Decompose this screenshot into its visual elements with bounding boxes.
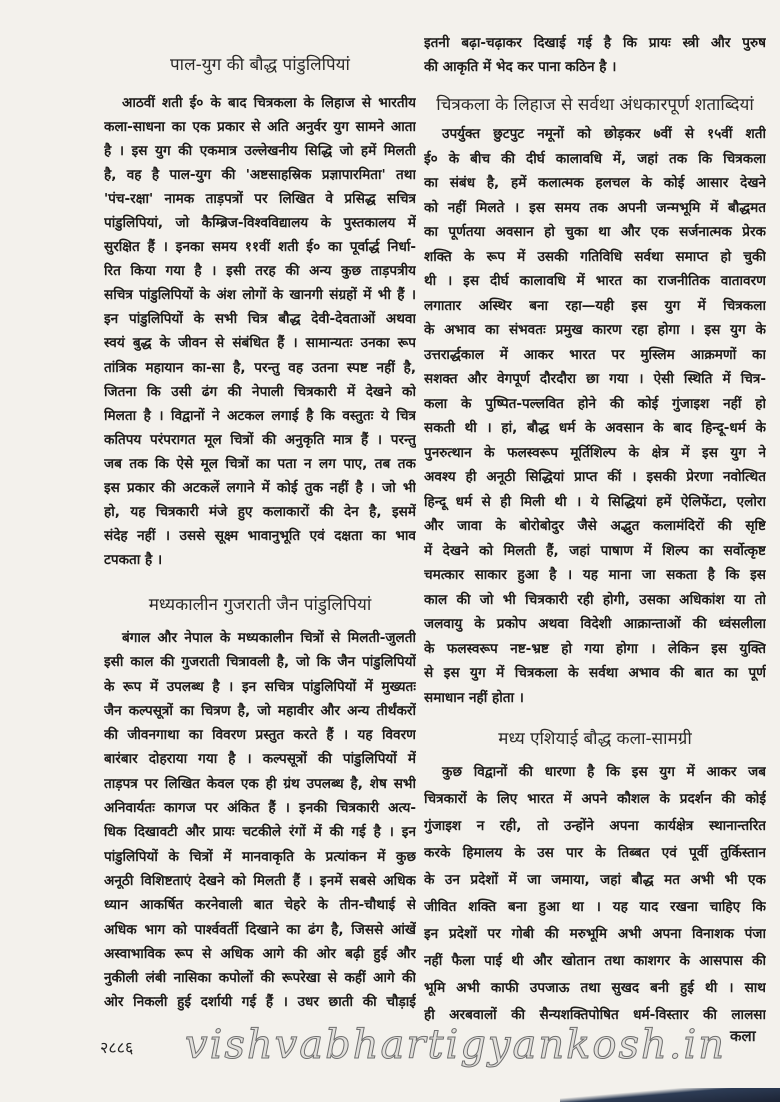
text-line: शक्ति के रूप में उसकी गतिविधि सर्वथा समाप्त हो चुकी [424,248,766,265]
text-line: ओर निकली हुई दर्शायी गई हैं । उधर छाती की चौड़ाई [104,994,416,1011]
text-line: चित्रकारों के लिए भारत में अपने कौशल के प्रदर्शन की कोई [424,791,766,807]
text-line: स्वयं बुद्ध के जीवन से संबंधित हैं । सामान्यतः उनका रूप [104,335,416,352]
text-line: सुरक्षित हैं । इनका समय ११वीं शती ई० का पूर्वार्द्ध निर्धा- [104,239,416,256]
text-line: टपकता है । [104,551,163,568]
text-line: ही अरबवालों की सैन्यशक्तिपोषित धर्म-विस्तार की लालसा [424,1007,766,1023]
text-line: नुकीली लंबी नासिका कपोलों की रूपरेखा से कहीं आगे की [104,970,416,987]
text-line: लगातार अस्थिर बना रहा—यही इस युग में चित्रकला [424,297,766,314]
text-line: इस प्रकार की अटकलें लगाने में कोई तुक नहीं है । जो भी [104,479,416,496]
text-line: का पूर्णतया अवसान हो चुका था और एक सर्जनात्मक प्रेरक [424,224,766,240]
text-line: के फलस्वरूप नष्ट-भ्रष्ट हो गया होगा । लेकिन इस युक्ति [424,640,766,657]
text-line: हिन्दू धर्म से ही मिली थी । ये सिद्धियां हमें ऐलिफेंटा, एलोरा [424,493,766,510]
text-line: नहीं फैला पाई थी और खोतान तथा काशगर के आसपास की [424,953,766,969]
text-line: थी । इस दीर्घ कालावधि में भारत का राजनीतिक वातावरण [424,273,766,289]
text-line: पुनरुत्थान के फलस्वरूप मूर्तिशिल्प के क्षेत्र में इस युग ने [424,444,766,461]
text-line: अनिवार्यतः कागज पर अंकित हैं । इनकी चित्रकारी अत्य- [104,800,416,817]
text-line: जब तक कि ऐसे मूल चित्रों का पता न लग पाए, तब तक [104,455,416,472]
watermark: vishvabhartigyankosh.in [185,1022,727,1068]
text-line: से इस युग में चित्रकला के सर्वथा अभाव की बात का पूर्ण [424,665,766,681]
text-line: अधिक भाग को पार्श्ववर्ती दिखाने का ढंग है, जिससे आंखें [104,921,416,938]
running-footer: कला [730,1027,756,1045]
text-line: करके हिमालय के उस पार के तिब्बत एवं पूर्वी तुर्किस्तान [424,845,766,861]
section-heading: चित्रकला के लिहाज से सर्वथा अंधकारपूर्ण शताब्दियां [436,95,754,115]
text-line: इसी काल की गुजराती चित्रावली है, जो कि जैन पांडुलिपियों [104,654,416,671]
text-line: संदेह नहीं । उससे सूक्ष्म भावानुभूति एवं दक्षता का भाव [104,527,416,544]
text-line: सकती थी । हां, बौद्ध धर्म के अवसान के बाद हिन्दू-धर्म के [424,420,766,436]
text-line: मिलता है । विद्वानों ने अटकल लगाई है कि वस्तुतः ये चित्र [104,407,416,424]
text-line: इन पांडुलिपियों के सभी चित्र बौद्ध देवी-देवताओं अथवा [104,311,416,328]
text-line: धिक दिखावटी और प्रायः चटकीले रंगों में की गई है । इन [104,824,416,841]
paragraph [104,91,416,572]
text-line: का संबंध है, हमें कलात्मक हलचल के कोई आसार देखने [424,175,766,191]
paragraph [424,31,766,79]
text-line: जीवित शक्ति बना हुआ था । यह याद रखना चाहिए कि [424,899,766,915]
text-line: जितना कि उसी ढंग की नेपाली चित्रकारी में देखने को [104,383,416,400]
text-line: ई० के बीच की दीर्घ कालावधि में, जहां तक कि चित्रकला [424,150,766,167]
text-line: बारंबार दोहराया गया है । कल्पसूत्रों की पांडुलिपियों में [104,751,416,768]
text-line: जैन कल्पसूत्रों का चित्रण है, जो महावीर और अन्य तीर्थंकरों [104,702,416,719]
text-line: आठवीं शती ई० के बाद चित्रकला के लिहाज से भारतीय [122,95,416,111]
section-heading: मध्यकालीन गुजराती जैन पांडुलिपियां [148,595,372,615]
text-line: बंगाल और नेपाल के मध्यकालीन चित्रों से मिलती-जुलती [122,630,416,646]
text-line: पांडुलिपियां, जो कैम्ब्रिज-विश्वविद्यालय के पुस्तकालय में [104,215,416,232]
text-line: ताड़पत्र पर लिखित केवल एक ही ग्रंथ उपलब्ध है, शेष सभी [104,775,416,792]
text-line: चमत्कार साकार हुआ है । यह माना जा सकता है कि इस [424,567,766,583]
page-number: २८८६ [100,1038,134,1057]
text-line: के अभाव का संभवतः प्रमुख कारण रहा होगा । इस युग के [424,322,766,338]
text-line: ध्यान आकर्षित करनेवाली बात चेहरे के तीन-चौथाई से [104,897,416,914]
text-line: समाधान नहीं होता । [424,689,524,706]
section-heading: मध्य एशियाई बौद्ध कला-सामग्री [498,729,692,749]
text-line: जलवायु के प्रकोप अथवा विदेशी आक्रान्ताओं की ध्वंसलीला [424,616,766,632]
text-line: भूमि अभी काफी उपजाऊ तथा सुखद बनी हुई थी । साथ [424,980,766,996]
text-line: गुंजाइश न रही, तो उन्होंने अपना कार्यक्षेत्र स्थानान्तरित [424,818,766,834]
text-line: है, वह है पाल-युग की 'अष्टसाहस्रिक प्रज्ञापारमिता' तथा [104,167,416,184]
text-line: में देखने को मिलती हैं, जहां पाषाण में शिल्प का सर्वोत्कृष्ट [424,542,766,559]
text-line: अवश्य ही अनूठी सिद्धियां प्राप्त कीं । इसकी प्रेरणा नवोत्थित [424,469,766,485]
text-line: 'पंच-रक्षा' नामक ताड़पत्रों पर लिखित वे प्रसिद्ध सचित्र [104,191,416,208]
text-line: के रूप में उपलब्ध है । इन सचित्र पांडुलिपियों में मुख्यतः [104,678,416,695]
text-line: की आकृति में भेद कर पाना कठिन है । [424,59,617,75]
section-heading: पाल-युग की बौद्ध पांडुलिपियां [170,55,350,75]
text-line: तांत्रिक महायान का-सा है, परन्तु वह उतना स्पष्ट नहीं है, [104,359,416,376]
text-line: कुछ विद्वानों की धारणा है कि इस युग में आकर जब [442,764,766,780]
text-line: उपर्युक्त छुटपुट नमूनों को छोड़कर ७वीं से १५वीं शती [442,126,766,142]
text-line: उत्तरार्द्धकाल में आकर भारत पर मुस्लिम आक्रमणों का [424,346,766,363]
text-line: के उन प्रदेशों में जा जमाया, जहां बौद्ध मत अभी भी एक [424,872,766,888]
text-line: इतनी बढ़ा-चढ़ाकर दिखाई गई है कि प्रायः स्त्री और पुरुष [424,35,766,51]
text-line: पांडुलिपियों के चित्रों में मानवाकृति के प्रत्यांकन में कुछ [104,848,416,865]
text-line: कतिपय परंपरागत मूल चित्रों की अनुकृति मात्र हैं । परन्तु [104,431,416,448]
text-line: सचित्र पांडुलिपियों के अंश लोगों के खानगी संग्रहों में भी हैं । [104,287,416,304]
paragraph [104,626,416,1015]
text-line: कला के पुष्पित-पल्लवित होने की कोई गुंजाइश नहीं हो [424,395,766,412]
text-line: की जीवनगाथा का विवरण प्रस्तुत करते हैं । यह विवरण [104,727,416,744]
text-line: है । इस युग की एकमात्र उल्लेखनीय सिद्धि जो हमें मिलती [104,143,416,160]
text-line: अनूठी विशिष्टताएं देखने को मिलती हैं । इनमें सबसे अधिक [104,872,416,889]
text-line: हो, यह चित्रकारी मंजे हुए कलाकारों की देन है, इसमें [104,503,416,520]
text-line: अस्वाभाविक रूप से अधिक आगे की ओर बढ़ी हुई और [104,945,416,962]
paragraph [424,759,766,1029]
paragraph [424,122,766,710]
text-line: काल की जो भी चित्रकारी रही होगी, उसका अधिकांश या तो [424,591,766,608]
text-line: सशक्त और वेगपूर्ण दौरदौरा छा गया । ऐसी स्थिति में चित्र- [424,371,766,387]
text-line: कला-साधना का एक प्रकार से अति अनुर्वर युग सामने आता [104,119,416,136]
text-line: को नहीं मिलते । इस समय तक अपनी जन्मभूमि में बौद्धमत [424,199,766,216]
text-line: इन प्रदेशों पर गोबी की मरुभूमि अभी अपना विनाशक पंजा [424,926,766,942]
text-line: रित किया गया है । इसी तरह की अन्य कुछ ताड़पत्रीय [104,263,416,280]
text-line: और जावा के बोरोबोदुर जैसे अद्भुत कलामंदिरों की सृष्टि [424,518,766,534]
